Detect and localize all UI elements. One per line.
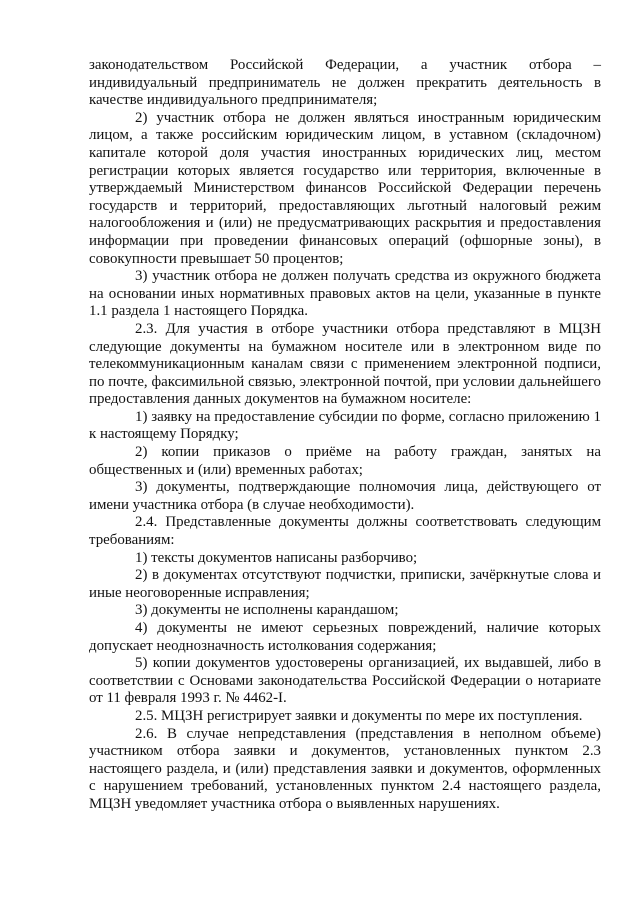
document-page [89, 57, 601, 814]
paragraph-rule-5: 5) копии документов удостоверены организацией, их выдавшей, либо в соответствии с Основами законодательства Российской Федерации о нотариате от 11 февраля 1993 г. № 4462-I. [89, 655, 601, 707]
paragraph-rule-3: 3) документы не исполнены карандашом; [135, 602, 399, 619]
paragraph-requirement-2: 2) участник отбора не должен являться иностранным юридическим лицом, а также российским юридическим лицом, в уставном (складочном) капитале которой доля участия иностранных юридических лиц, местом регистрации которых является государство или территория, включенные в утверждаемый Министерством финансов Российской Федерации перечень государств и территорий, предоставляющих льготный налоговый режим налогообложения и (или) не предусматривающих раскрытия и предоставления информации при проведении финансовых операций (офшорные зоны), в совокупности превышает 50 процентов; [89, 109, 601, 267]
paragraph-rule-2: 2) в документах отсутствуют подчистки, приписки, зачёркнутые слова и иные неоговоренные исправления; [89, 567, 601, 601]
paragraph-rule-4: 4) документы не имеют серьезных повреждений, наличие которых допускает неоднозначность истолкования содержания; [89, 620, 601, 654]
paragraph-section-2-4: 2.4. Представленные документы должны соответствовать следующим требованиям: [89, 514, 601, 549]
paragraph-document-3: 3) документы, подтверждающие полномочия лица, действующего от имени участника отбора (в случае необходимости). [89, 479, 601, 513]
paragraph-continuation: законодательством Российской Федерации, а участник отбора – индивидуальный предприниматель не должен прекратить деятельность в качестве индивидуального предпринимателя; [89, 57, 601, 109]
paragraph-section-2-3: 2.3. Для участия в отборе участники отбора представляют в МЦЗН следующие документы на бумажном носителе или в электронном виде по телекоммуникационным каналам связи с применением электронной подписи, по почте, факсимильной связью, электронной почтой, при условии дальнейшего предоставления данных документов на бумажном носителе: [89, 320, 601, 408]
paragraph-document-1: 1) заявку на предоставление субсидии по форме, согласно приложению 1 к настоящему Порядку; [89, 408, 601, 443]
paragraph-section-2-6: 2.6. В случае непредставления (представления в неполном объеме) участником отбора заявки и документов, установленных пунктом 2.3 настоящего раздела, и (или) представления заявки и документов, оформленных с нарушением требований, установленных пунктом 2.4 настоящего раздела, МЦЗН уведомляет участника отбора о выявленных нарушениях. [89, 725, 601, 812]
paragraph-rule-1: 1) тексты документов написаны разборчиво; [135, 549, 418, 566]
paragraph-document-2: 2) копии приказов о приёме на работу граждан, занятых на общественных и (или) временных работах; [89, 444, 601, 478]
paragraph-section-2-5: 2.5. МЦЗН регистрирует заявки и документы по мере их поступления. [135, 707, 583, 724]
paragraph-requirement-3: 3) участник отбора не должен получать средства из окружного бюджета на основании иных нормативных правовых актов на цели, указанные в пункте 1.1 раздела 1 настоящего Порядка. [89, 268, 601, 320]
